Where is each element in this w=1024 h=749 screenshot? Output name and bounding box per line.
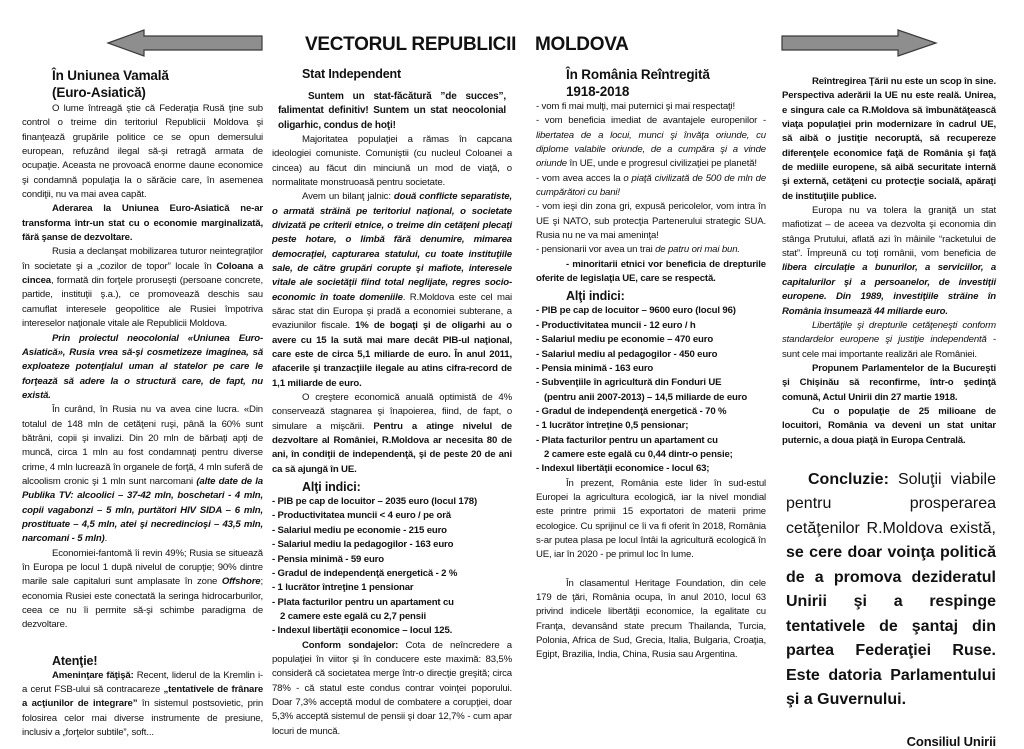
indicator-item: - PIB pe cap de locuitor – 2035 euro (locul 178): [272, 496, 477, 508]
col1-body: [22, 102, 263, 633]
text: Majoritatea populaţiei a rămas în capcana ideologiei comuniste. Comuniştii (cu nucleul Coloanei a cincea) au făcut din minciună un mod de viaţă, o normalitate monstruoasă pentru societate.: [272, 133, 512, 188]
text: O lume întreagă ştie că Federaţia Rusă ţine sub control o treime din teritoriul Republicii Moldova şi finanţează grupările politice ce se opun demersului european, refuzând ilegal să-şi retragă armata de ocupaţie. Aceasta ne provoacă enorme daune economice şi condamnă populaţia la o sărăcie care, în asemenea condiţii, nu va mai avea capăt.: [22, 103, 263, 201]
emphasis-text: (alte date de la Publika TV: alcoolici – 37-42 mln, boschetari - 4 mln, copii vagabonzi – 5 mln, purtători HIV SIDA – 6 mln, prostituate – 4,5 mln, atei şi necredincioşi – 43,5 mln, narcomani - 5 mln): [22, 475, 263, 545]
indicator-item: - Subvenţiile în agricultură din Fonduri UE: [536, 377, 722, 389]
text: - vom avea acces la: [536, 172, 624, 184]
indicator-item: - Productivitatea muncii < 4 euro / pe oră: [272, 510, 451, 522]
indicator-item: - Gradul de independenţă energetică - 70 %: [536, 405, 727, 417]
col2-subheading: Suntem un stat-făcătură ”de succes”, falimentat definitiv! Suntem un stat neocolonial oligarhic, condus de hoţi!: [278, 91, 506, 131]
paragraph: [536, 577, 766, 663]
emphasis-text: libera circulaţie a bunurilor, a serviciilor, a capitalurilor şi a persoanelor, de investiţii europene. Din 1989, investiţiile străine în România însumează 44 miliarde euro.: [782, 262, 996, 317]
paragraph: [786, 468, 996, 713]
indicator-item: - Plata facturilor pentru un apartament cu: [536, 434, 718, 446]
paragraph: [536, 172, 766, 201]
emphasis-text: Cu o populaţie de 25 milioane de locuitori, România va deveni un stat unitar puternic, a doua piaţă în Europa Centrală.: [782, 405, 996, 446]
paragraph: [272, 391, 512, 477]
paragraph: [782, 319, 996, 362]
paragraph: [22, 332, 263, 404]
emphasis-text: Pentru a atinge nivelul de dezvoltare al României, R.Moldova ar necesita 80 de ani, în condiţii de independenţă, şi de peste 20 de ani ca să ajungă în UE.: [272, 420, 512, 475]
col3-indices-heading: Alţi indici:: [566, 289, 625, 304]
text: Avem un bilanţ jalnic:: [302, 191, 394, 203]
indicator-item: - 1 lucrător întreţine 0,5 pensionar;: [536, 420, 689, 432]
text: , formată din forţele proruseşti (persoane concrete, partide, instituţii ş.a.), ce promovează deschis sau camuflat interesele geopolitice ale Rusiei împotriva intereselor naţionale vitale ale Republicii Moldova.: [22, 275, 263, 330]
emphasis-text: Offshore: [221, 576, 261, 588]
text: Recent, liderul de la Kremlin i-a cerut FSB-ului să contracareze: [22, 669, 263, 696]
col1-heading-line1: În Uniunea Vamală: [52, 68, 169, 83]
emphasis-text: 1% de bogaţi şi de oligarhi au o avere cu 15 la sută mai mare decât PIB-ul naţional, care este de circa 5,1 miliarde de euro. În anul 2011, afacerile şi tranzacţiile ilegale au atins cifra-record de 1,1 miliarde de euro.: [272, 320, 512, 389]
text: - sunt cele mai importante realizări ale României.: [782, 334, 996, 360]
title-right: MOLDOVA: [535, 34, 629, 55]
emphasis-text: Propunem Parlamentelor de la Bucureşti şi Chişinău să reconfirme, într-o şedinţă comună, Actul Unirii din 27 martie 1918.: [782, 362, 996, 403]
paragraph: [22, 245, 263, 331]
signature: Consiliul Unirii: [906, 733, 996, 749]
paragraph: [536, 114, 766, 171]
text: Soluţii viabile pentru prosperarea cetăţenilor R.Moldova există,: [786, 470, 996, 537]
indicator-item: - Plata facturilor pentru un apartament cu: [272, 596, 454, 608]
text: ; economia Rusiei este conectată la seringa hidrocarburilor, ceea ce nu îi permite să-şi schimbe paradigma de dezvoltare.: [22, 576, 263, 631]
text: O creştere economică anuală optimistă de 4% conservează stagnarea şi înapoierea, fiind, de fapt, o simulare a mişcării.: [272, 392, 512, 432]
emphasis-text: Conform sondajelor:: [302, 639, 399, 651]
emphasis-text: „tentativele de frânare a acţiunilor de integrare”: [22, 684, 264, 710]
paragraph: [22, 202, 263, 245]
indicator-item: - Indexul libertăţii economice - locul 63;: [536, 463, 710, 475]
column-reunited-romania: [536, 66, 766, 663]
arrow-left-icon: [106, 28, 264, 58]
arrow-right-icon: [780, 28, 940, 58]
emphasis-text: se cere doar voinţa politică de a promova dezideratul Unirii şi a respinge tentativele de şantaj din partea Federaţiei Ruse. Este datoria Parlamentului şi a Guvernului.: [786, 544, 996, 709]
paragraph: [782, 75, 996, 204]
text: - vom ieşi din zona gri, expusă pericolelor, vom intra în UE şi NATO, sub protecţia Partenerului strategic SUA. Rusia nu ne va mai ameninţa!: [536, 201, 766, 242]
column-reunification: [782, 75, 996, 749]
emphasis-text: Prin proiectul neocolonial «Uniunea Euro-Asiatică», Rusia vrea să-şi cosmetizeze imaginea, să exploateze potenţialul uman al statelor pe care le forţează să adere la o structură care, de fapt, nu există.: [22, 332, 263, 401]
indicator-item: - PIB pe cap de locuitor – 9600 euro (locul 96): [536, 305, 736, 317]
text: . R.Moldova este cel mai sărac stat din Europa şi pradă a economiei subterane, a evaziunilor fiscale.: [272, 291, 512, 332]
attention-body: [22, 669, 263, 741]
col3-heading-line2: 1918-2018: [566, 84, 630, 99]
indicator-item: - Gradul de independenţă energetică - 2 %: [272, 567, 458, 579]
emphasis-text: Ameninţare făţişă:: [52, 669, 134, 681]
conclusion: [786, 468, 996, 713]
text: în UE, unde e progresul civilizaţiei pe planetă!: [566, 158, 757, 170]
emphasis-text: două conflicte separatiste, o armată străină pe teritoriul naţional, o societate divizată pe criterii etnice, o treime din cetăţeni plecaţi peste hotare, o limbă fără denumire, mimarea democraţiei, capturarea statului, cu toate instituţiile sale, de către grupări corupte şi mafiote, interesele vitale ale societăţii fiind total neglijate, regres socio-economic în toate domeniile: [272, 191, 512, 303]
text: - vom fi mai mulţi, mai puternici şi mai respectaţi!: [536, 101, 736, 112]
emphasis-text: Reîntregirea Ţării nu este un scop în sine. Perspectiva aderării la UE nu este reală. Unirea, e singura cale ca R.Moldova să îmbunătăţească viaţa populaţiei prin modernizare în cadrul UE, să aibă o justiţie necoruptă, să recupereze diferenţele economice faţă de România şi faţă de mediile europene, să aibă securitate internă şi externă, cetăţeni cu protecţie socială, apăraţi de instituţiile publice.: [782, 76, 996, 202]
text: - vom beneficia imediat de avantajele europenilor -: [536, 115, 766, 127]
text: Economiei-fantomă îi revin 49%; Rusia se situează în Europa pe locul 1 după nivelul de corupţie; 90% dintre marile sale capitaluri sunt amplasate în zone: [22, 547, 263, 588]
text: - pensionarii vor avea un trai: [536, 244, 656, 256]
emphasis-text: Aderarea la Uniunea Euro-Asiatică ne-ar transforma într-un stat cu o economie marginalizată, fără şanse de dezvoltare.: [22, 203, 263, 244]
indicator-item: - Salariul mediu pe economie – 470 euro: [536, 334, 714, 346]
text: În clasamentul Heritage Foundation, din cele 179 de ţări, România ocupa, în anul 2010, locul 63 privind indicele libertăţii economice, la egalitate cu Franţa, devansând state precum Thailanda, Turcia, Polonia, Africa de Sud, Grecia, Italia, Bulgaria, Croaţia, Egipt, Brazilia, India, China, Rusia sau Argentina.: [536, 577, 766, 661]
col4-body: [782, 75, 996, 448]
indicator-item: - Salariul mediu al pedagogilor - 450 euro: [536, 348, 718, 360]
col2-indices-list: [272, 495, 512, 638]
text: Europa nu va tolera la graniţă un stat mafiotizat – de aceea va dezvolta şi economia din stânga Prutului, aflată azi în mâinile “racketului de stat”. Împreună cu toţi românii, vom beneficia de: [782, 205, 996, 260]
text: .: [104, 533, 108, 545]
emphasis-text: o piaţă civilizată de 500 de mln de cumpărători cu bani!: [536, 172, 766, 199]
text: Rusia a declanşat mobilizarea tuturor neintegraţilor în societate şi a „cozilor de topor” locale în: [22, 246, 263, 272]
indicator-item: - 1 lucrător întreţine 1 pensionar: [272, 582, 414, 594]
column-customs-union: [22, 67, 263, 740]
indicator-item: - Indexul libertăţii economice – locul 125.: [272, 625, 453, 637]
text: în sistemul postsovietic, prin folosirea celor mai diverse instrumente de presiune, inclusiv a „forţelor subtile”, soft...: [22, 698, 264, 739]
emphasis-text: - minoritarii etnici vor beneficia de drepturile oferite de legislaţia UE, care se respectă.: [536, 258, 766, 285]
paragraph: [272, 133, 512, 190]
paragraph: [782, 405, 996, 448]
paragraph: [536, 100, 766, 114]
indicator-item: - Productivitatea muncii - 12 euro / h: [536, 319, 696, 331]
paragraph: [22, 669, 263, 741]
title-left: VECTORUL REPUBLICII: [305, 34, 517, 55]
col1-heading-line2: (Euro-Asiatică): [52, 85, 146, 100]
indicator-item: - Pensia minimă - 163 euro: [536, 362, 654, 374]
indicator-item: - Salariul mediu la pedagogilor - 163 euro: [272, 539, 454, 551]
paragraph: [536, 477, 766, 563]
col3-after: [536, 477, 766, 663]
paragraph: [536, 243, 766, 257]
attention-heading: Atenţie!: [52, 653, 98, 668]
paragraph: [22, 547, 263, 633]
col3-heading-line1: În România Reîntregită: [566, 67, 710, 82]
emphasis-text: Coloana a cincea: [22, 260, 264, 287]
indicator-item: 2 camere este egală cu 2,7 pensii: [280, 610, 426, 622]
text: În prezent, România este lider în sud-estul Europei la agricultura ecologică, iar la nivel mondial este printre primii 15 exportatori de materii prime ecologice. Cu sprijinul ce îi va fi oferit în 2018, România s-ar putea plasa pe locul întâi la agricultură ecologică în UE, iar în 2020 - pe primul loc în lume.: [536, 477, 766, 561]
col2-heading: Stat Independent: [302, 67, 401, 81]
column-independent-state: [272, 66, 512, 739]
paragraph: [536, 258, 766, 287]
indicator-item: - Pensia minimă - 59 euro: [272, 553, 384, 565]
col3-body: [536, 100, 766, 286]
text: În curând, în Rusia nu va avea cine lucra. «Din totalul de 148 mln de cetăţeni ruşi, până la 60% sunt bătrâni, copii şi invalizi. Din 20 mln de bărbaţi apţi de muncă, circa 1 mln au fost condamnaţi pentru diverse crime, 4 mln lucrează în organele de forţă, 4 mln suferă de alcoolism cronic şi 1 mln sunt narcomani: [22, 404, 263, 487]
col2-indices-heading: Alţi indici:: [302, 480, 361, 495]
paragraph: [782, 204, 996, 319]
paragraph: [272, 190, 512, 391]
paragraph: [536, 200, 766, 243]
paragraph: [22, 403, 263, 546]
paragraph: [782, 362, 996, 405]
indicator-item: 2 camere este egală cu 0,44 dintr-o pensie;: [544, 448, 733, 460]
paragraph: [22, 102, 263, 202]
text: Cota de neîncredere a populaţiei în viitor şi în conducere este maximă: 83,5% consideră că societatea merge într-o direcţie greşită; circa 78% - că statul este condus contrar voinţei poporului. Doar 7,3% acceptă modul de combatere a corupţiei, doar 5,3% acceptă sistemul de pensii şi doar 12,7% - cum apar locuri de muncă.: [272, 639, 512, 737]
emphasis-text: libertatea de a locui, munci şi învăţa oriunde, cu diplome valabile oriunde, de a cumpăra şi a vinde oriunde: [536, 129, 766, 170]
emphasis-text: Concluzie:: [808, 470, 889, 488]
col2-body: [272, 133, 512, 477]
emphasis-text: Libertăţile şi drepturile cetăţeneşti conform standardelor europene şi justiţie independentă: [782, 319, 996, 346]
indicator-item: - Salariul mediu pe economie - 215 euro: [272, 524, 447, 536]
indicator-item: (pentru anii 2007-2013) – 14,5 miliarde de euro: [544, 391, 748, 403]
emphasis-text: de patru ori mai bun.: [655, 244, 740, 256]
col3-indices-list: [536, 304, 766, 476]
